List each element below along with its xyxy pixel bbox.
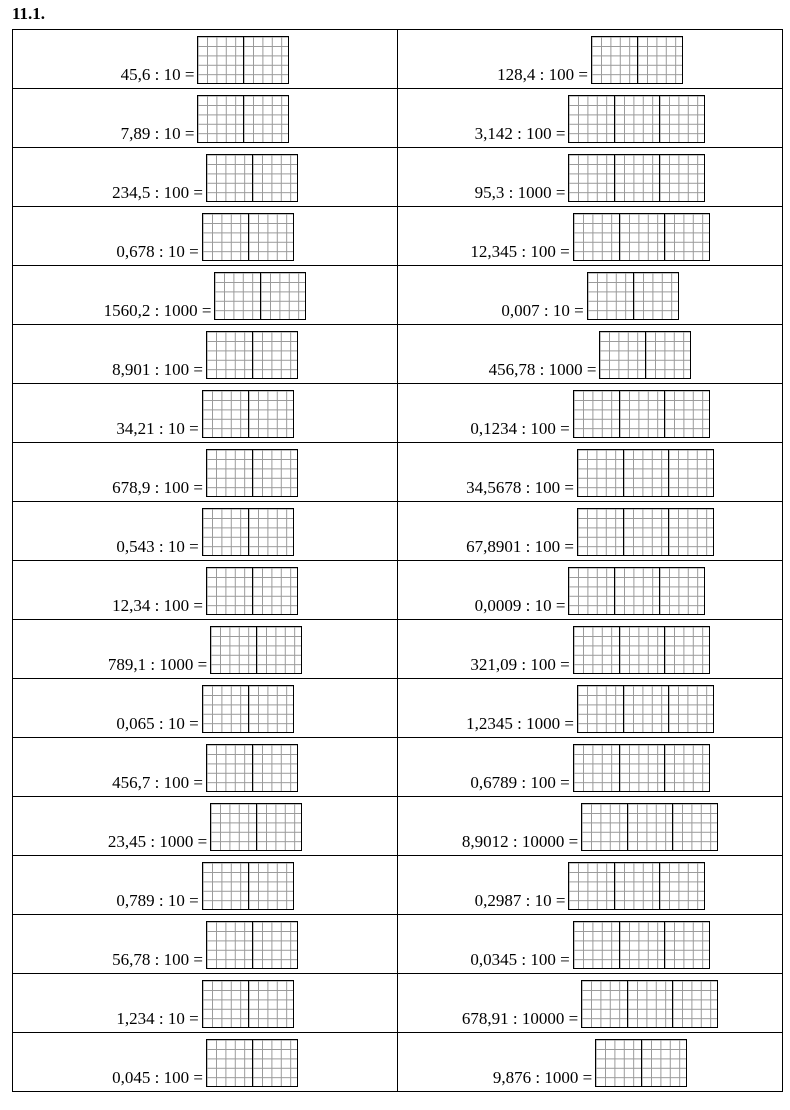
answer-grid-block[interactable] <box>260 273 305 319</box>
answer-grid-block[interactable] <box>203 391 248 437</box>
answer-grid[interactable] <box>206 921 298 969</box>
answer-grid[interactable] <box>202 980 294 1028</box>
answer-grid[interactable] <box>599 331 691 379</box>
answer-grid-block[interactable] <box>633 273 678 319</box>
answer-grid-block[interactable] <box>619 922 664 968</box>
answer-grid[interactable] <box>202 685 294 733</box>
answer-grid-block[interactable] <box>619 627 664 673</box>
division-expression: 67,8901 : 100 = <box>466 537 574 556</box>
exercise-row <box>13 30 783 89</box>
exercise-cell-right <box>398 856 783 915</box>
answer-grid[interactable] <box>206 449 298 497</box>
division-problem <box>501 272 678 324</box>
answer-grid-block[interactable] <box>619 745 664 791</box>
division-expression: 0,0345 : 100 = <box>470 950 570 969</box>
division-problem <box>116 508 293 560</box>
division-problem <box>116 980 293 1032</box>
answer-grid[interactable] <box>210 803 302 851</box>
division-problem <box>475 567 706 619</box>
answer-grid-block[interactable] <box>641 1040 686 1086</box>
division-expression: 678,91 : 10000 = <box>461 1009 579 1028</box>
answer-grid-block[interactable] <box>664 214 709 260</box>
answer-grid-block[interactable] <box>623 450 668 496</box>
exercise-cell-left <box>13 384 398 443</box>
division-expression: 12,34 : 100 = <box>112 596 203 615</box>
answer-grid[interactable] <box>577 685 714 733</box>
exercise-row <box>13 207 783 266</box>
answer-grid-block[interactable] <box>574 214 619 260</box>
exercise-cell-left <box>13 974 398 1033</box>
exercise-cell-right <box>398 502 783 561</box>
answer-grid-block[interactable] <box>211 804 256 850</box>
answer-grid-block[interactable] <box>569 863 614 909</box>
exercise-cell-left <box>13 738 398 797</box>
answer-grid-block[interactable] <box>578 509 623 555</box>
answer-grid-block[interactable] <box>243 96 288 142</box>
division-problem <box>112 744 298 796</box>
exercise-cell-right <box>398 89 783 148</box>
exercise-cell-left <box>13 148 398 207</box>
division-problem <box>475 95 706 147</box>
answer-grid-block[interactable] <box>664 745 709 791</box>
answer-grid[interactable] <box>210 626 302 674</box>
division-expression: 0,543 : 10 = <box>116 537 199 556</box>
exercise-cell-left <box>13 1033 398 1092</box>
division-expression: 9,876 : 1000 = <box>492 1068 593 1087</box>
division-problem <box>466 508 714 560</box>
division-problem <box>112 449 298 501</box>
answer-grid-block[interactable] <box>574 391 619 437</box>
answer-grid-block[interactable] <box>619 391 664 437</box>
exercise-row <box>13 679 783 738</box>
division-problem <box>470 390 709 442</box>
answer-grid-block[interactable] <box>664 391 709 437</box>
answer-grid-block[interactable] <box>252 332 297 378</box>
answer-grid[interactable] <box>568 862 705 910</box>
division-problem <box>475 862 706 914</box>
exercise-cell-right <box>398 797 783 856</box>
exercise-table <box>12 29 783 1092</box>
answer-grid[interactable] <box>202 213 294 261</box>
answer-grid-block[interactable] <box>614 568 659 614</box>
exercise-cell-right <box>398 738 783 797</box>
answer-grid[interactable] <box>577 449 714 497</box>
division-expression: 456,7 : 100 = <box>112 773 203 792</box>
answer-grid-block[interactable] <box>569 155 614 201</box>
answer-grid-block[interactable] <box>252 155 297 201</box>
answer-grid-block[interactable] <box>248 863 293 909</box>
answer-grid-block[interactable] <box>207 155 252 201</box>
exercise-cell-right <box>398 915 783 974</box>
division-problem <box>470 921 709 973</box>
division-problem <box>112 921 298 973</box>
division-problem <box>104 272 307 324</box>
division-problem <box>466 449 714 501</box>
answer-grid-block[interactable] <box>207 922 252 968</box>
answer-grid-block[interactable] <box>659 96 704 142</box>
division-expression: 34,5678 : 100 = <box>466 478 574 497</box>
answer-grid-block[interactable] <box>207 745 252 791</box>
exercise-cell-left <box>13 561 398 620</box>
exercise-cell-left <box>13 443 398 502</box>
division-problem <box>116 685 293 737</box>
answer-grid[interactable] <box>573 921 710 969</box>
answer-grid-block[interactable] <box>203 214 248 260</box>
exercise-cell-left <box>13 502 398 561</box>
division-expression: 234,5 : 100 = <box>112 183 203 202</box>
division-expression: 0,0009 : 10 = <box>474 596 566 615</box>
division-problem <box>112 1039 298 1091</box>
exercise-cell-left <box>13 207 398 266</box>
division-problem <box>470 744 709 796</box>
exercise-cell-right <box>398 1033 783 1092</box>
division-expression: 8,9012 : 10000 = <box>461 832 579 851</box>
answer-grid[interactable] <box>568 154 705 202</box>
exercise-cell-right <box>398 325 783 384</box>
division-problem <box>462 803 718 855</box>
answer-grid-block[interactable] <box>578 450 623 496</box>
answer-grid-block[interactable] <box>256 627 301 673</box>
division-expression: 1,234 : 10 = <box>116 1009 199 1028</box>
answer-grid-block[interactable] <box>664 922 709 968</box>
answer-grid-block[interactable] <box>582 804 627 850</box>
exercise-row <box>13 620 783 679</box>
division-problem <box>116 390 293 442</box>
division-problem <box>112 154 298 206</box>
division-expression: 0,6789 : 100 = <box>470 773 570 792</box>
exercise-cell-right <box>398 561 783 620</box>
division-problem <box>121 95 290 147</box>
division-problem <box>116 213 293 265</box>
answer-grid-block[interactable] <box>672 981 717 1027</box>
answer-grid-block[interactable] <box>207 1040 252 1086</box>
answer-grid-block[interactable] <box>664 627 709 673</box>
answer-grid-block[interactable] <box>588 273 633 319</box>
answer-grid-block[interactable] <box>574 627 619 673</box>
answer-grid[interactable] <box>591 36 683 84</box>
exercise-cell-right <box>398 679 783 738</box>
answer-grid-block[interactable] <box>203 686 248 732</box>
answer-grid-block[interactable] <box>569 96 614 142</box>
answer-grid-block[interactable] <box>207 332 252 378</box>
division-expression: 321,09 : 100 = <box>470 655 570 674</box>
exercise-cell-right <box>398 620 783 679</box>
answer-grid[interactable] <box>581 980 718 1028</box>
exercise-row <box>13 1033 783 1092</box>
answer-grid-block[interactable] <box>574 922 619 968</box>
answer-grid-block[interactable] <box>252 568 297 614</box>
answer-grid-block[interactable] <box>592 37 637 83</box>
division-problem <box>497 36 683 88</box>
answer-grid-block[interactable] <box>645 332 690 378</box>
exercise-row <box>13 561 783 620</box>
division-expression: 34,21 : 10 = <box>116 419 199 438</box>
division-problem <box>493 1039 687 1091</box>
exercise-cell-left <box>13 797 398 856</box>
division-expression: 1560,2 : 1000 = <box>103 301 212 320</box>
answer-grid-block[interactable] <box>623 686 668 732</box>
division-expression: 456,78 : 1000 = <box>488 360 597 379</box>
division-expression: 1,2345 : 1000 = <box>466 714 574 733</box>
answer-grid[interactable] <box>202 862 294 910</box>
answer-grid-block[interactable] <box>614 96 659 142</box>
exercise-row <box>13 856 783 915</box>
answer-grid-block[interactable] <box>252 450 297 496</box>
answer-grid[interactable] <box>573 213 710 261</box>
exercise-label: 11.1. <box>12 4 46 23</box>
division-expression: 45,6 : 10 = <box>120 65 195 84</box>
exercise-row <box>13 384 783 443</box>
answer-grid-block[interactable] <box>198 96 243 142</box>
answer-grid-block[interactable] <box>256 804 301 850</box>
answer-grid-block[interactable] <box>203 981 248 1027</box>
answer-grid-block[interactable] <box>627 804 672 850</box>
exercise-row <box>13 502 783 561</box>
answer-grid[interactable] <box>206 744 298 792</box>
exercise-row <box>13 443 783 502</box>
division-expression: 0,1234 : 100 = <box>470 419 570 438</box>
exercise-row <box>13 325 783 384</box>
division-problem <box>108 803 302 855</box>
exercise-row <box>13 797 783 856</box>
answer-grid[interactable] <box>214 272 306 320</box>
answer-grid-block[interactable] <box>659 863 704 909</box>
division-expression: 56,78 : 100 = <box>112 950 203 969</box>
answer-grid-block[interactable] <box>248 981 293 1027</box>
division-problem <box>121 36 290 88</box>
division-expression: 95,3 : 1000 = <box>474 183 566 202</box>
division-expression: 128,4 : 100 = <box>497 65 588 84</box>
division-expression: 0,2987 : 10 = <box>474 891 566 910</box>
exercise-cell-right <box>398 443 783 502</box>
answer-grid-block[interactable] <box>614 863 659 909</box>
answer-grid[interactable] <box>587 272 679 320</box>
exercise-cell-left <box>13 30 398 89</box>
division-problem <box>116 862 293 914</box>
answer-grid[interactable] <box>202 390 294 438</box>
answer-grid-block[interactable] <box>252 1040 297 1086</box>
division-expression: 678,9 : 100 = <box>112 478 203 497</box>
division-problem <box>475 154 706 206</box>
exercise-cell-right <box>398 974 783 1033</box>
answer-grid[interactable] <box>573 744 710 792</box>
answer-grid-block[interactable] <box>198 37 243 83</box>
answer-grid-block[interactable] <box>248 509 293 555</box>
division-problem <box>108 626 302 678</box>
answer-grid-block[interactable] <box>668 509 713 555</box>
answer-grid[interactable] <box>206 567 298 615</box>
answer-grid-block[interactable] <box>668 450 713 496</box>
exercise-row <box>13 89 783 148</box>
exercise-cell-left <box>13 620 398 679</box>
division-expression: 0,678 : 10 = <box>116 242 199 261</box>
division-expression: 0,789 : 10 = <box>116 891 199 910</box>
exercise-cell-left <box>13 915 398 974</box>
division-problem <box>489 331 692 383</box>
answer-grid-block[interactable] <box>623 509 668 555</box>
answer-grid[interactable] <box>568 567 705 615</box>
answer-grid-block[interactable] <box>207 568 252 614</box>
exercise-cell-left <box>13 679 398 738</box>
answer-grid[interactable] <box>206 1039 298 1087</box>
division-expression: 0,045 : 100 = <box>112 1068 203 1087</box>
answer-grid-block[interactable] <box>203 509 248 555</box>
answer-grid-block[interactable] <box>659 155 704 201</box>
exercise-row <box>13 974 783 1033</box>
division-expression: 7,89 : 10 = <box>120 124 195 143</box>
answer-grid[interactable] <box>573 626 710 674</box>
exercise-row <box>13 915 783 974</box>
answer-grid-block[interactable] <box>215 273 260 319</box>
division-problem <box>112 567 298 619</box>
answer-grid[interactable] <box>206 331 298 379</box>
answer-grid-block[interactable] <box>637 37 682 83</box>
exercise-row <box>13 738 783 797</box>
division-problem <box>470 626 709 678</box>
answer-grid[interactable] <box>581 803 718 851</box>
exercise-cell-right <box>398 148 783 207</box>
answer-grid-block[interactable] <box>659 568 704 614</box>
answer-grid[interactable] <box>595 1039 687 1087</box>
exercise-cell-right <box>398 30 783 89</box>
division-expression: 789,1 : 1000 = <box>107 655 208 674</box>
answer-grid-block[interactable] <box>248 214 293 260</box>
division-expression: 8,901 : 100 = <box>112 360 203 379</box>
answer-grid[interactable] <box>206 154 298 202</box>
answer-grid-block[interactable] <box>614 155 659 201</box>
division-problem <box>462 980 718 1032</box>
answer-grid-block[interactable] <box>569 568 614 614</box>
answer-grid[interactable] <box>577 508 714 556</box>
answer-grid-block[interactable] <box>596 1040 641 1086</box>
exercise-cell-left <box>13 856 398 915</box>
division-expression: 0,007 : 10 = <box>501 301 584 320</box>
division-problem <box>470 213 709 265</box>
answer-grid-block[interactable] <box>578 686 623 732</box>
exercise-cell-left <box>13 266 398 325</box>
exercise-cell-right <box>398 384 783 443</box>
answer-grid-block[interactable] <box>211 627 256 673</box>
answer-grid-block[interactable] <box>627 981 672 1027</box>
answer-grid-block[interactable] <box>243 37 288 83</box>
answer-grid-block[interactable] <box>248 391 293 437</box>
exercise-cell-left <box>13 325 398 384</box>
division-expression: 23,45 : 1000 = <box>107 832 208 851</box>
answer-grid-block[interactable] <box>248 686 293 732</box>
division-expression: 12,345 : 100 = <box>470 242 570 261</box>
exercise-row <box>13 148 783 207</box>
answer-grid[interactable] <box>202 508 294 556</box>
division-problem <box>112 331 298 383</box>
answer-grid[interactable] <box>568 95 705 143</box>
division-problem <box>466 685 714 737</box>
answer-grid-block[interactable] <box>619 214 664 260</box>
answer-grid[interactable] <box>573 390 710 438</box>
division-expression: 0,065 : 10 = <box>116 714 199 733</box>
answer-grid-block[interactable] <box>203 863 248 909</box>
division-expression: 3,142 : 100 = <box>474 124 566 143</box>
answer-grid-block[interactable] <box>574 745 619 791</box>
answer-grid-block[interactable] <box>600 332 645 378</box>
answer-grid[interactable] <box>197 95 289 143</box>
exercise-cell-right <box>398 207 783 266</box>
answer-grid[interactable] <box>197 36 289 84</box>
answer-grid-block[interactable] <box>668 686 713 732</box>
answer-grid-block[interactable] <box>672 804 717 850</box>
exercise-row <box>13 266 783 325</box>
exercise-cell-right <box>398 266 783 325</box>
answer-grid-block[interactable] <box>207 450 252 496</box>
exercise-cell-left <box>13 89 398 148</box>
answer-grid-block[interactable] <box>252 745 297 791</box>
answer-grid-block[interactable] <box>582 981 627 1027</box>
answer-grid-block[interactable] <box>252 922 297 968</box>
